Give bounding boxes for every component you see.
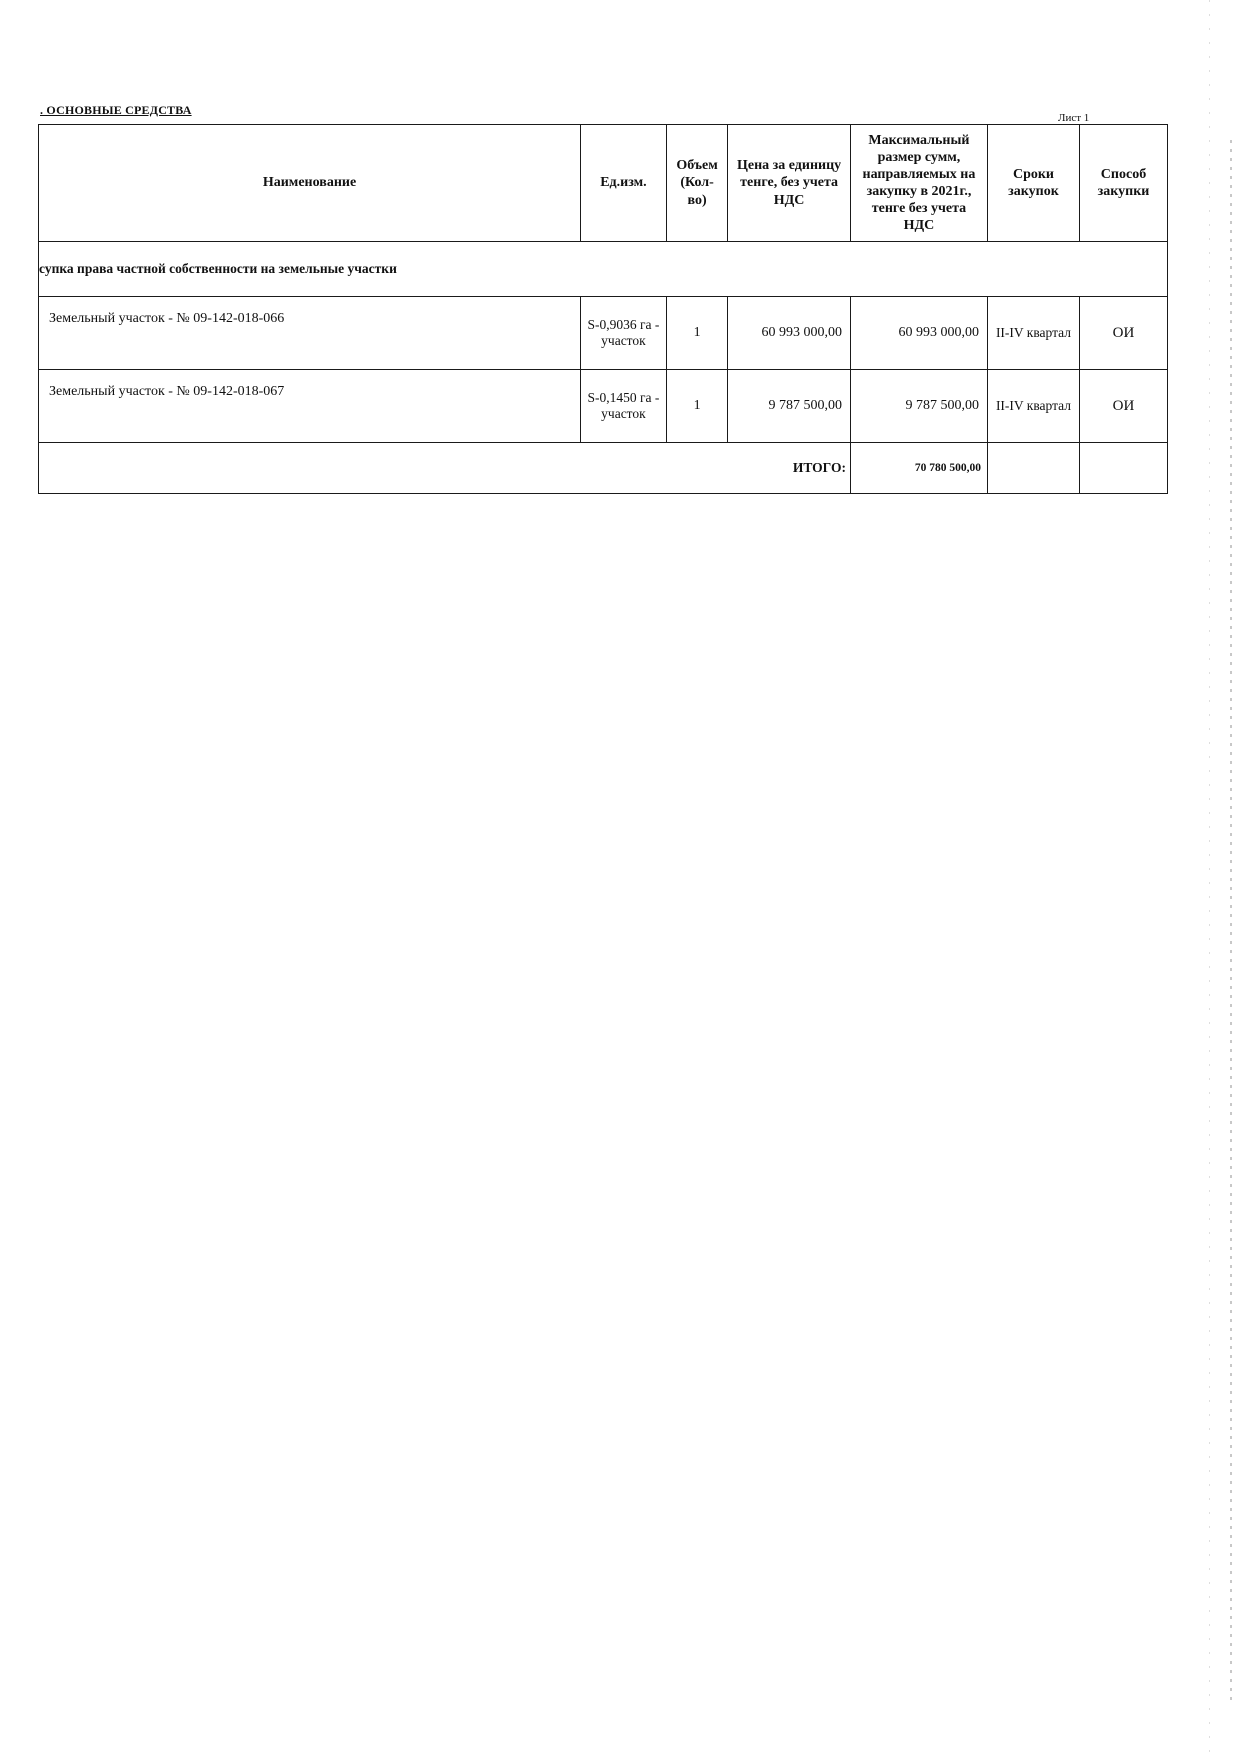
- row-period: II-IV квартал: [987, 297, 1079, 370]
- category-label: супка права частной собственности на земельные участки: [39, 242, 1168, 297]
- row-unit-price: 60 993 000,00: [728, 297, 851, 370]
- row-name: Земельный участок - № 09-142-018-067: [39, 370, 581, 443]
- table-row: [39, 370, 1168, 443]
- total-label: ИТОГО:: [39, 443, 851, 494]
- row-unit: S-0,9036 га - участок: [581, 297, 667, 370]
- total-empty-cell: [987, 443, 1079, 494]
- category-row: [39, 242, 1168, 297]
- header-row: [39, 125, 1168, 242]
- total-empty-cell: [1080, 443, 1168, 494]
- col-header-unit: Ед.изм.: [581, 125, 667, 242]
- row-method: ОИ: [1080, 370, 1168, 443]
- total-value: 70 780 500,00: [850, 443, 987, 494]
- row-max-amount: 9 787 500,00: [850, 370, 987, 443]
- row-period: II-IV квартал: [987, 370, 1079, 443]
- table-row: [39, 297, 1168, 370]
- procurement-table: [38, 124, 1168, 494]
- col-header-method: Способ закупки: [1080, 125, 1168, 242]
- row-unit: S-0,1450 га - участок: [581, 370, 667, 443]
- scan-edge-artifact: [1209, 0, 1210, 1754]
- total-row: [39, 443, 1168, 494]
- col-header-name: Наименование: [39, 125, 581, 242]
- section-title: . ОСНОВНЫЕ СРЕДСТВА: [40, 103, 192, 117]
- col-header-quantity: Объем (Кол-во): [666, 125, 727, 242]
- sheet-label: Лист 1: [1058, 112, 1090, 124]
- col-header-max-amount: Максимальный размер сумм, направляемых на закупку в 2021г., тенге без учета НДС: [850, 125, 987, 242]
- row-method: ОИ: [1080, 297, 1168, 370]
- row-max-amount: 60 993 000,00: [850, 297, 987, 370]
- row-quantity: 1: [666, 370, 727, 443]
- row-unit-price: 9 787 500,00: [728, 370, 851, 443]
- row-quantity: 1: [666, 297, 727, 370]
- row-name: Земельный участок - № 09-142-018-066: [39, 297, 581, 370]
- col-header-unit-price: Цена за единицу тенге, без учета НДС: [728, 125, 851, 242]
- col-header-period: Сроки закупок: [987, 125, 1079, 242]
- scan-edge-artifact: [1230, 140, 1232, 1700]
